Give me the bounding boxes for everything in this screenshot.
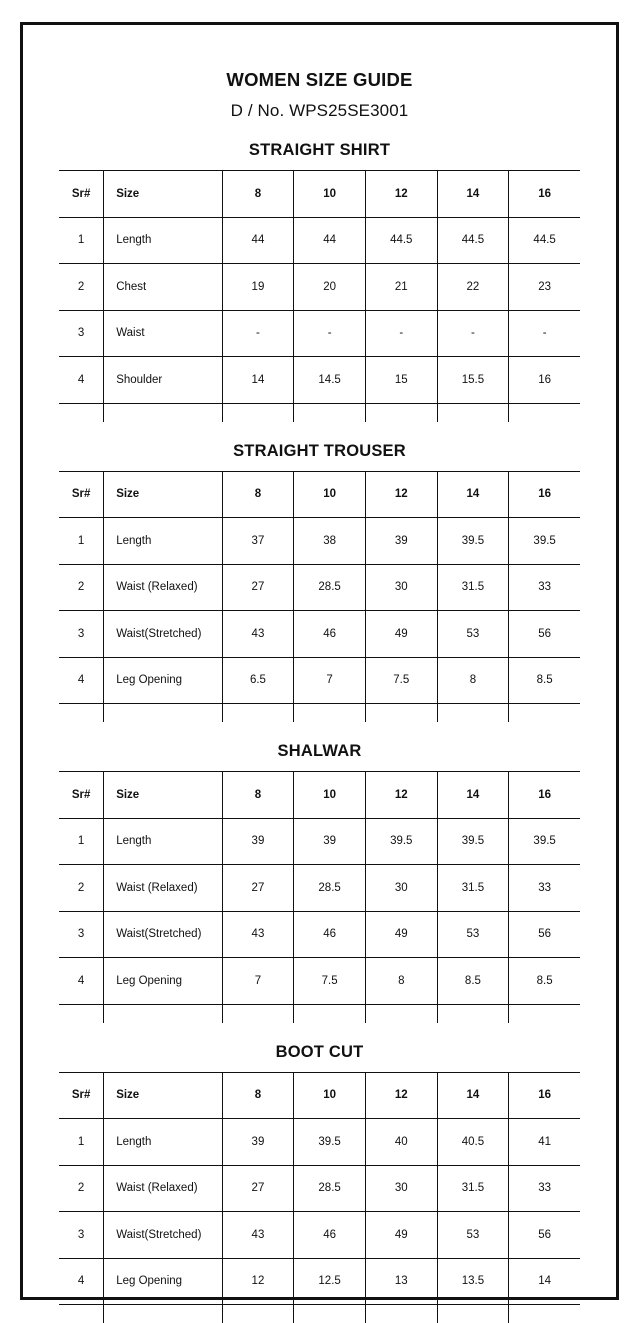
cell-sr: 4 xyxy=(59,657,104,704)
cell-value: 14.5 xyxy=(294,357,366,404)
header-size-16: 16 xyxy=(509,1072,580,1119)
cell-value: 41 xyxy=(509,1119,580,1166)
cell-label: Length xyxy=(104,1119,222,1166)
cell-value: 7 xyxy=(294,657,366,704)
header-sr: Sr# xyxy=(59,772,104,819)
cell-value: 7.5 xyxy=(365,657,437,704)
header-size-8: 8 xyxy=(222,471,294,518)
cell-value: 53 xyxy=(437,1212,509,1259)
cell-value: - xyxy=(222,310,294,357)
header-size-12: 12 xyxy=(365,471,437,518)
cell-value: 38 xyxy=(294,518,366,565)
cell-value: 44 xyxy=(222,217,294,264)
section-title: STRAIGHT TROUSER xyxy=(59,442,580,461)
header-size-10: 10 xyxy=(294,772,366,819)
cell-sr: 2 xyxy=(59,564,104,611)
cell-value: 7 xyxy=(222,958,294,1005)
cell-value: 13.5 xyxy=(437,1258,509,1305)
cell-value: 20 xyxy=(294,264,366,311)
table-spacer-row xyxy=(59,1004,580,1023)
cell-value: 56 xyxy=(509,911,580,958)
cell-value: 28.5 xyxy=(294,1165,366,1212)
cell-sr: 3 xyxy=(59,611,104,658)
table-row xyxy=(59,310,580,357)
cell-label: Length xyxy=(104,818,222,865)
header-size-12: 12 xyxy=(365,1072,437,1119)
cell-label: Shoulder xyxy=(104,357,222,404)
cell-value: 14 xyxy=(222,357,294,404)
cell-value: 33 xyxy=(509,865,580,912)
cell-value: 44 xyxy=(294,217,366,264)
table-header-row xyxy=(59,171,580,218)
cell-value: 39 xyxy=(294,818,366,865)
cell-value: 8.5 xyxy=(437,958,509,1005)
header-size: Size xyxy=(104,772,222,819)
page-title: WOMEN SIZE GUIDE xyxy=(59,69,580,91)
cell-value: 27 xyxy=(222,1165,294,1212)
table-header-row xyxy=(59,772,580,819)
cell-value: 30 xyxy=(365,564,437,611)
header-size-8: 8 xyxy=(222,171,294,218)
cell-sr: 2 xyxy=(59,865,104,912)
header-sr: Sr# xyxy=(59,1072,104,1119)
table-header-row xyxy=(59,1072,580,1119)
cell-label: Waist (Relaxed) xyxy=(104,564,222,611)
cell-value: 39.5 xyxy=(437,518,509,565)
cell-label: Length xyxy=(104,217,222,264)
header-sr: Sr# xyxy=(59,471,104,518)
cell-value: 53 xyxy=(437,911,509,958)
cell-value: 44.5 xyxy=(509,217,580,264)
header-size: Size xyxy=(104,1072,222,1119)
cell-value: 46 xyxy=(294,911,366,958)
cell-label: Length xyxy=(104,518,222,565)
header-size-14: 14 xyxy=(437,1072,509,1119)
page-frame xyxy=(20,22,619,1300)
header-size-16: 16 xyxy=(509,772,580,819)
table-row xyxy=(59,611,580,658)
table-row xyxy=(59,818,580,865)
section-title: SHALWAR xyxy=(59,742,580,761)
table-row xyxy=(59,1258,580,1305)
cell-value: 39.5 xyxy=(509,818,580,865)
cell-value: 19 xyxy=(222,264,294,311)
size-table xyxy=(59,170,580,422)
header-size-14: 14 xyxy=(437,171,509,218)
cell-value: 39.5 xyxy=(365,818,437,865)
header-size-14: 14 xyxy=(437,772,509,819)
table-row xyxy=(59,518,580,565)
cell-value: 39.5 xyxy=(437,818,509,865)
cell-sr: 4 xyxy=(59,958,104,1005)
cell-value: 15 xyxy=(365,357,437,404)
cell-value: 8 xyxy=(437,657,509,704)
cell-value: 49 xyxy=(365,611,437,658)
cell-value: 39.5 xyxy=(509,518,580,565)
header-size-8: 8 xyxy=(222,1072,294,1119)
section-title: STRAIGHT SHIRT xyxy=(59,141,580,160)
cell-value: 31.5 xyxy=(437,564,509,611)
header-size-10: 10 xyxy=(294,1072,366,1119)
header-size-10: 10 xyxy=(294,471,366,518)
cell-value: 8.5 xyxy=(509,958,580,1005)
header-size-8: 8 xyxy=(222,772,294,819)
section-straight-trouser xyxy=(59,442,580,723)
cell-value: 53 xyxy=(437,611,509,658)
cell-value: 40 xyxy=(365,1119,437,1166)
cell-sr: 1 xyxy=(59,1119,104,1166)
table-spacer-row xyxy=(59,1305,580,1323)
cell-value: 46 xyxy=(294,611,366,658)
cell-sr: 4 xyxy=(59,1258,104,1305)
cell-value: 6.5 xyxy=(222,657,294,704)
cell-label: Waist xyxy=(104,310,222,357)
cell-sr: 2 xyxy=(59,264,104,311)
table-row xyxy=(59,564,580,611)
cell-label: Waist (Relaxed) xyxy=(104,1165,222,1212)
cell-value: 37 xyxy=(222,518,294,565)
cell-value: 27 xyxy=(222,865,294,912)
cell-value: 7.5 xyxy=(294,958,366,1005)
cell-value: 33 xyxy=(509,564,580,611)
section-boot-cut xyxy=(59,1043,580,1323)
cell-label: Waist(Stretched) xyxy=(104,911,222,958)
table-row xyxy=(59,657,580,704)
cell-value: 39.5 xyxy=(294,1119,366,1166)
header-size-16: 16 xyxy=(509,171,580,218)
table-spacer-row xyxy=(59,403,580,422)
section-title: BOOT CUT xyxy=(59,1043,580,1062)
cell-value: 27 xyxy=(222,564,294,611)
header-sr: Sr# xyxy=(59,171,104,218)
cell-value: 8.5 xyxy=(509,657,580,704)
cell-label: Chest xyxy=(104,264,222,311)
cell-label: Leg Opening xyxy=(104,657,222,704)
header-size-10: 10 xyxy=(294,171,366,218)
cell-value: 16 xyxy=(509,357,580,404)
cell-value: 14 xyxy=(509,1258,580,1305)
cell-sr: 3 xyxy=(59,1212,104,1259)
cell-value: 8 xyxy=(365,958,437,1005)
cell-value: - xyxy=(437,310,509,357)
cell-sr: 1 xyxy=(59,818,104,865)
cell-value: 39 xyxy=(222,818,294,865)
table-row xyxy=(59,958,580,1005)
header-size: Size xyxy=(104,171,222,218)
cell-sr: 3 xyxy=(59,911,104,958)
cell-label: Waist(Stretched) xyxy=(104,611,222,658)
cell-value: 39 xyxy=(222,1119,294,1166)
cell-value: 13 xyxy=(365,1258,437,1305)
table-row xyxy=(59,865,580,912)
size-table xyxy=(59,471,580,723)
cell-value: 40.5 xyxy=(437,1119,509,1166)
cell-value: 15.5 xyxy=(437,357,509,404)
section-shalwar xyxy=(59,742,580,1023)
table-row xyxy=(59,1119,580,1166)
table-row xyxy=(59,217,580,264)
table-row xyxy=(59,264,580,311)
cell-sr: 1 xyxy=(59,217,104,264)
cell-value: 21 xyxy=(365,264,437,311)
cell-value: 22 xyxy=(437,264,509,311)
cell-value: 12 xyxy=(222,1258,294,1305)
cell-sr: 1 xyxy=(59,518,104,565)
cell-value: 33 xyxy=(509,1165,580,1212)
cell-value: 28.5 xyxy=(294,564,366,611)
table-row xyxy=(59,357,580,404)
cell-value: 30 xyxy=(365,1165,437,1212)
cell-value: 56 xyxy=(509,611,580,658)
cell-value: 31.5 xyxy=(437,865,509,912)
table-spacer-row xyxy=(59,704,580,723)
header-size: Size xyxy=(104,471,222,518)
cell-value: 23 xyxy=(509,264,580,311)
size-table xyxy=(59,771,580,1023)
table-header-row xyxy=(59,471,580,518)
cell-value: 43 xyxy=(222,911,294,958)
cell-label: Leg Opening xyxy=(104,1258,222,1305)
cell-value: 39 xyxy=(365,518,437,565)
cell-label: Waist(Stretched) xyxy=(104,1212,222,1259)
cell-value: 43 xyxy=(222,1212,294,1259)
cell-value: 43 xyxy=(222,611,294,658)
header-size-14: 14 xyxy=(437,471,509,518)
cell-sr: 2 xyxy=(59,1165,104,1212)
table-row xyxy=(59,1212,580,1259)
cell-value: 30 xyxy=(365,865,437,912)
cell-value: 28.5 xyxy=(294,865,366,912)
cell-label: Waist (Relaxed) xyxy=(104,865,222,912)
section-straight-shirt xyxy=(59,141,580,422)
cell-value: - xyxy=(509,310,580,357)
cell-value: - xyxy=(365,310,437,357)
size-table xyxy=(59,1072,580,1323)
cell-value: 44.5 xyxy=(365,217,437,264)
cell-value: 49 xyxy=(365,1212,437,1259)
cell-value: 49 xyxy=(365,911,437,958)
cell-value: - xyxy=(294,310,366,357)
table-row xyxy=(59,1165,580,1212)
cell-sr: 4 xyxy=(59,357,104,404)
cell-value: 44.5 xyxy=(437,217,509,264)
cell-label: Leg Opening xyxy=(104,958,222,1005)
header-size-16: 16 xyxy=(509,471,580,518)
cell-value: 31.5 xyxy=(437,1165,509,1212)
header-size-12: 12 xyxy=(365,171,437,218)
cell-sr: 3 xyxy=(59,310,104,357)
cell-value: 56 xyxy=(509,1212,580,1259)
cell-value: 12.5 xyxy=(294,1258,366,1305)
table-row xyxy=(59,911,580,958)
cell-value: 46 xyxy=(294,1212,366,1259)
design-number: D / No. WPS25SE3001 xyxy=(59,101,580,121)
header-size-12: 12 xyxy=(365,772,437,819)
